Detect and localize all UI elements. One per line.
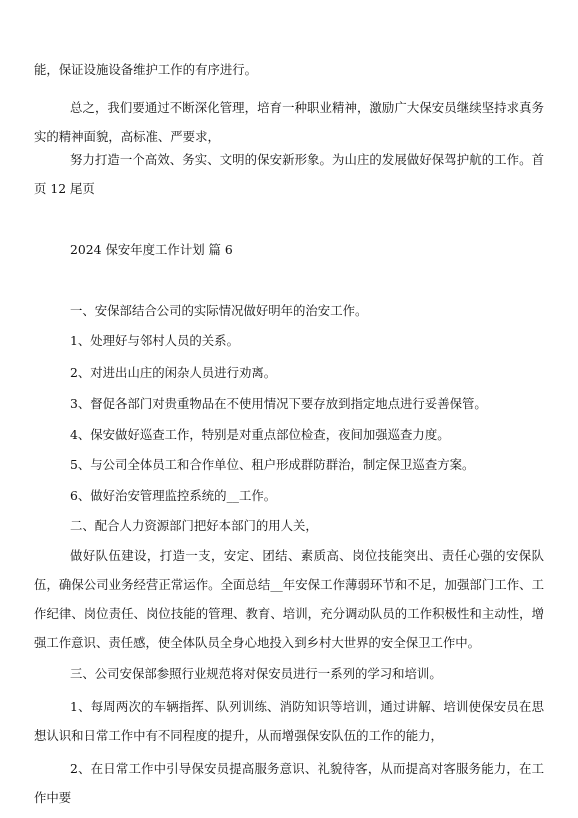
paragraph-item: 一、安保部结合公司的实际情况做好明年的治安工作。 [70, 303, 368, 318]
paragraph-item: 6、做好治安管理监控系统的__工作。 [70, 488, 277, 503]
paragraph-item: 5、与公司全体员工和合作单位、租户形成群防群治，制定保卫巡查方案。 [70, 457, 475, 472]
section-title: 2024 保安年度工作计划 篇 6 [70, 242, 233, 257]
paragraph-summary: 总之，我们要通过不断深化管理，培育一种职业精神，激励广大保安员继续坚持求真务实的精神面貌，高标准、严要求， [34, 100, 544, 144]
paragraph-body: 做好队伍建设，打造一支，安定、团结、素质高、岗位技能突出、责任心强的安保队伍，确保公司业务经营正常运作。全面总结__年安保工作薄弱环节和不足，加强部门工作、工作纪律、岗位责任、岗位技能的管理、教育、培训，充分调动队员的工作积极性和主动性，增强工作意识、责任感，使全体队员全身心地投入到乡村大世界的安全保卫工作中。 [34, 548, 544, 650]
paragraph-item: 2、对进出山庄的闲杂人员进行劝离。 [70, 365, 277, 380]
paragraph-item: 3、督促各部门对贵重物品在不使用情况下要存放到指定地点进行妥善保管。 [70, 396, 487, 411]
paragraph-item: 1、每周两次的车辆指挥、队列训练、消防知识等培训，通过讲解、培训使保安员在思想认识和日常工作中有不同程度的提升，从而增强保安队伍的工作的能力， [34, 699, 544, 743]
paragraph-item: 4、保安做好巡查工作，特别是对重点部位检查，夜间加强巡查力度。 [70, 427, 450, 442]
paragraph-item: 三、公司安保部参照行业规范将对保安员进行一系列的学习和培训。 [70, 666, 442, 681]
paragraph-item: 1、处理好与邻村人员的关系。 [70, 333, 239, 348]
paragraph-continuation: 能，保证设施设备维护工作的有序进行。 [34, 62, 258, 77]
paragraph-summary-end: 努力打造一个高效、务实、文明的保安新形象。为山庄的发展做好保驾护航的工作。首页 12 尾页 [34, 152, 544, 196]
paragraph-item: 二、配合人力资源部门把好本部门的用人关， [70, 518, 318, 533]
paragraph-item: 2、在日常工作中引导保安员提高服务意识、礼貌待客，从而提高对客服务能力，在工作中要 [34, 761, 544, 805]
